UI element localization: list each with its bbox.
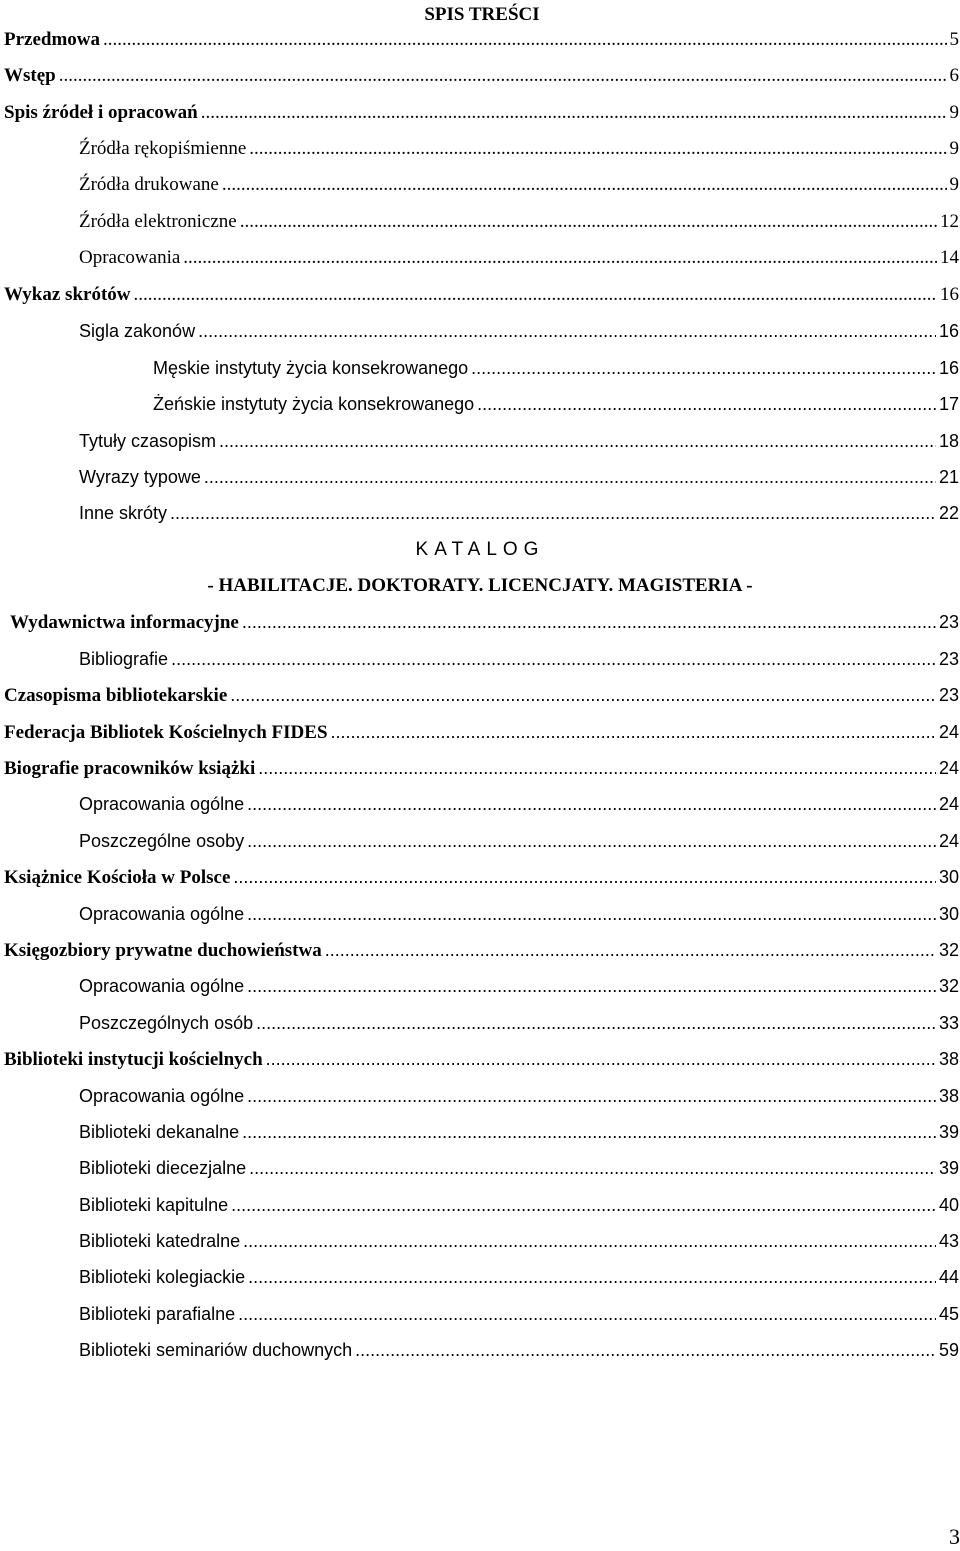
toc-entry-label: Bibliografie (79, 649, 169, 669)
toc-entry-page: 43 (938, 1231, 959, 1251)
toc-entry-opracowania[interactable] (79, 245, 959, 271)
toc-entry-page: 30 (938, 904, 959, 924)
toc-dot-leader (247, 828, 936, 854)
page-number: 3 (949, 1524, 960, 1549)
toc-dot-leader (204, 464, 936, 490)
toc-entry-opracowania-ogolne-4[interactable] (79, 1083, 959, 1109)
toc-entry-page: 40 (938, 1195, 959, 1215)
toc-dot-leader (247, 791, 936, 817)
toc-entry-label: Sigla zakonów (79, 321, 196, 341)
toc-entry-page: 38 (938, 1086, 959, 1106)
toc-dot-leader (238, 1301, 936, 1327)
toc-entry-sigla-zakonow[interactable] (79, 318, 959, 344)
toc-entry-page: 23 (938, 612, 959, 632)
toc-dot-leader (266, 1046, 936, 1072)
toc-entry-label: Opracowania ogólne (79, 794, 245, 814)
toc-entry-page: 23 (938, 685, 959, 705)
toc-entry-biblioteki-diecezjalne[interactable] (79, 1155, 959, 1181)
toc-dot-leader (243, 1228, 936, 1254)
page-title: SPIS TREŚCI (424, 4, 540, 25)
toc-dot-leader (171, 646, 936, 672)
toc-entry-page: 24 (938, 722, 959, 742)
toc-dot-leader (219, 428, 936, 454)
toc-entry-page: 18 (938, 431, 959, 451)
toc-entry-page: 22 (938, 503, 959, 523)
toc-entry-biblioteki-seminariow[interactable] (79, 1337, 959, 1363)
toc-entry-label: Żeńskie instytuty życia konsekrowanego (153, 394, 475, 414)
toc-entry-page: 33 (938, 1013, 959, 1033)
toc-entry-label: Biografie pracowników książki (4, 758, 256, 779)
toc-entry-label: Opracowania ogólne (79, 904, 245, 924)
toc-entry-wstep[interactable] (4, 63, 959, 89)
toc-entry-label: Źródła rękopiśmienne (79, 138, 247, 159)
toc-dot-leader (248, 1264, 936, 1290)
toc-entry-label: Męskie instytuty życia konsekrowanego (153, 358, 469, 378)
toc-dot-leader (247, 901, 936, 927)
toc-entry-label: Federacja Bibliotek Kościelnych FIDES (4, 722, 328, 743)
toc-dot-leader (471, 355, 936, 381)
toc-entry-label: Poszczególnych osób (79, 1013, 254, 1033)
toc-entry-zenskie-instytuty[interactable] (153, 391, 959, 417)
toc-entry-page: 30 (938, 867, 959, 887)
toc-entry-opracowania-ogolne-2[interactable] (79, 901, 959, 927)
toc-entry-page: 17 (938, 394, 959, 414)
toc-dot-leader (183, 245, 937, 271)
toc-entry-label: Czasopisma bibliotekarskie (4, 685, 228, 706)
toc-entry-ksiaznice-kosciola[interactable] (4, 864, 959, 890)
toc-entry-page: 16 (938, 358, 959, 378)
toc-entry-page: 44 (938, 1267, 959, 1287)
toc-entry-page: 59 (938, 1340, 959, 1360)
toc-entry-label: Biblioteki katedralne (79, 1231, 241, 1251)
toc-entry-label: Księgozbiory prywatne duchowieństwa (4, 940, 322, 961)
toc-entry-label: Wyrazy typowe (79, 467, 201, 487)
toc-entry-label: Opracowania ogólne (79, 976, 245, 996)
toc-dot-leader (242, 1119, 936, 1145)
toc-entry-label: Przedmowa (4, 29, 101, 50)
toc-dot-leader (247, 973, 936, 999)
toc-entry-biblioteki-parafialne[interactable] (79, 1301, 959, 1327)
toc-entry-zrodla-drukowane[interactable] (79, 172, 959, 198)
toc-entry-label: Biblioteki kapitulne (79, 1195, 229, 1215)
toc-entry-biblioteki-katedralne[interactable] (79, 1228, 959, 1254)
toc-dot-leader (249, 136, 946, 162)
toc-entry-biblioteki-kolegiackie[interactable] (79, 1264, 959, 1290)
toc-dot-leader (247, 1083, 936, 1109)
toc-entry-biblioteki-dekanalne[interactable] (79, 1119, 959, 1145)
toc-dot-leader (242, 609, 936, 635)
toc-entry-page: 16 (938, 321, 959, 341)
toc-entry-tytuly-czasopism[interactable] (79, 428, 959, 454)
toc-entry-bibliografie[interactable] (79, 646, 959, 672)
toc-dot-leader (256, 1010, 936, 1036)
toc-entry-meskie-instytuty[interactable] (153, 355, 959, 381)
toc-entry-page: 9 (949, 138, 959, 159)
toc-dot-leader (201, 100, 947, 126)
toc-entry-label: Poszczególne osoby (79, 831, 245, 851)
toc-entry-label: Tytuły czasopism (79, 431, 217, 451)
toc-entry-page: 32 (938, 976, 959, 996)
toc-entry-spis-zrodel[interactable] (4, 100, 959, 126)
toc-dot-leader (325, 937, 936, 963)
toc-entry-poszczegolnych-osob[interactable] (79, 1010, 959, 1036)
toc-entry-page: 23 (938, 649, 959, 669)
toc-entry-page: 9 (949, 174, 959, 195)
toc-entry-label: Wydawnictwa informacyjne (10, 612, 239, 633)
toc-dot-leader (170, 500, 936, 526)
toc-entry-page: 32 (938, 940, 959, 960)
katalog-heading: KATALOG (415, 539, 545, 560)
toc-dot-leader (233, 864, 936, 890)
toc-entry-zrodla-elektroniczne[interactable] (79, 209, 959, 235)
toc-entry-page: 39 (938, 1158, 959, 1178)
toc-entry-label: Biblioteki kolegiackie (79, 1267, 246, 1287)
toc-entry-biblioteki-kapitulne[interactable] (79, 1192, 959, 1218)
toc-entry-page: 16 (940, 284, 959, 305)
toc-dot-leader (331, 719, 936, 745)
toc-entry-page: 24 (938, 831, 959, 851)
toc-entry-opracowania-ogolne-3[interactable] (79, 973, 959, 999)
toc-dot-leader (198, 318, 936, 344)
toc-entry-label: Opracowania (79, 247, 181, 268)
toc-entry-label: Biblioteki seminariów duchownych (79, 1340, 353, 1360)
toc-entry-label: Opracowania ogólne (79, 1086, 245, 1106)
toc-entry-biblioteki-instytucji[interactable] (4, 1046, 959, 1072)
toc-entry-opracowania-ogolne-1[interactable] (79, 791, 959, 817)
toc-dot-leader (477, 391, 936, 417)
toc-entry-page: 9 (949, 102, 959, 123)
toc-entry-page: 12 (940, 211, 959, 232)
toc-entry-page: 24 (938, 758, 959, 778)
toc-entry-label: Spis źródeł i opracowań (4, 102, 198, 123)
katalog-subheading: - HABILITACJE. DOKTORATY. LICENCJATY. MAGISTERIA - (207, 575, 753, 596)
toc-entry-label: Źródła elektroniczne (79, 211, 237, 232)
toc-dot-leader (355, 1337, 936, 1363)
toc-entry-przedmowa[interactable] (4, 27, 959, 53)
toc-entry-wykaz-skrotow[interactable] (4, 282, 959, 308)
toc-entry-page: 38 (938, 1049, 959, 1069)
toc-entry-page: 6 (949, 65, 959, 86)
toc-entry-label: Biblioteki instytucji kościelnych (4, 1049, 263, 1070)
toc-entry-page: 5 (949, 29, 959, 50)
toc-entry-wydawnictwa-informacyjne[interactable] (10, 609, 959, 635)
toc-dot-leader (59, 63, 947, 89)
toc-dot-leader (230, 682, 936, 708)
toc-entry-label: Źródła drukowane (79, 174, 219, 195)
toc-entry-page: 45 (938, 1304, 959, 1324)
toc-entry-ksiegozbiory-prywatne[interactable] (4, 937, 959, 963)
toc-entry-label: Wykaz skrótów (4, 284, 131, 305)
toc-entry-inne-skroty[interactable] (79, 500, 959, 526)
toc-entry-wyrazy-typowe[interactable] (79, 464, 959, 490)
toc-dot-leader (134, 282, 938, 308)
toc-entry-label: Biblioteki dekanalne (79, 1122, 240, 1142)
toc-entry-page: 14 (940, 247, 959, 268)
toc-entry-page: 21 (938, 467, 959, 487)
toc-entry-label: Biblioteki parafialne (79, 1304, 236, 1324)
toc-dot-leader (249, 1155, 936, 1181)
toc-entry-zrodla-rekopismienne[interactable] (79, 136, 959, 162)
toc-dot-leader (258, 755, 936, 781)
toc-entry-label: Książnice Kościoła w Polsce (4, 867, 231, 888)
toc-dot-leader (240, 209, 937, 235)
toc-dot-leader (103, 27, 946, 53)
toc-entry-label: Inne skróty (79, 503, 168, 523)
toc-entry-federacja-fides[interactable] (4, 719, 959, 745)
toc-dot-leader (231, 1192, 936, 1218)
toc-entry-page: 39 (938, 1122, 959, 1142)
toc-entry-czasopisma-bibliotekarskie[interactable] (4, 682, 959, 708)
toc-entry-label: Biblioteki diecezjalne (79, 1158, 247, 1178)
toc-entry-biografie-pracownikow[interactable] (4, 755, 959, 781)
toc-entry-label: Wstęp (4, 65, 56, 86)
toc-dot-leader (222, 172, 947, 198)
toc-entry-page: 24 (938, 794, 959, 814)
toc-entry-poszczegolne-osoby[interactable] (79, 828, 959, 854)
